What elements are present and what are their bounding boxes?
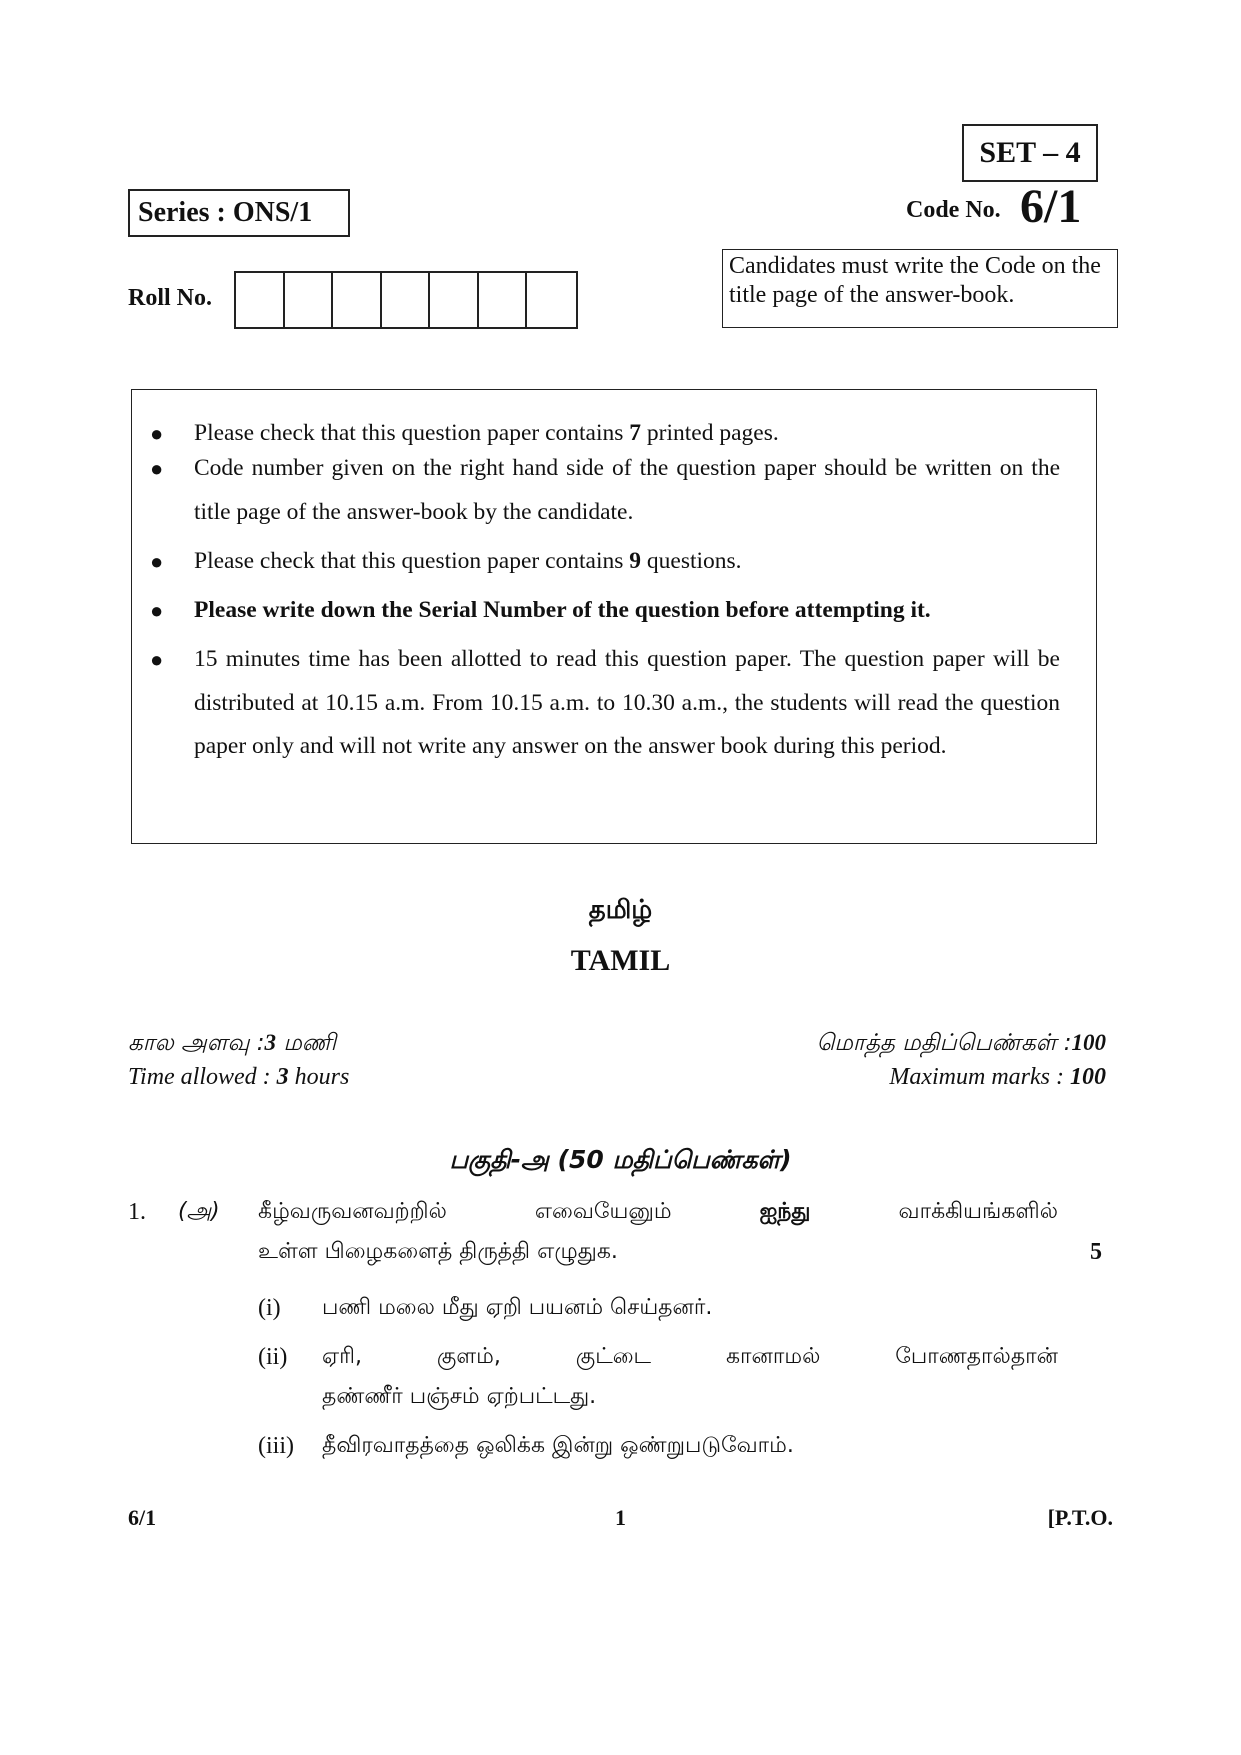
bullet-icon: ● — [150, 421, 164, 446]
bullet-icon: ● — [150, 598, 164, 623]
roll-cell[interactable] — [382, 273, 431, 327]
subitem-number: (i) — [258, 1295, 281, 1321]
roll-cell[interactable] — [479, 273, 528, 327]
roll-cell[interactable] — [430, 273, 479, 327]
roll-cell[interactable] — [527, 273, 576, 327]
time-allowed-english: Time allowed : 3 hours — [128, 1064, 350, 1090]
bullet-icon: ● — [150, 549, 164, 574]
series-label: Series : ONS/1 — [128, 189, 350, 237]
code-note: Candidates must write the Code on the title page of the answer-book. — [722, 249, 1118, 328]
roll-label: Roll No. — [128, 285, 212, 311]
roll-cell[interactable] — [333, 273, 382, 327]
subitem-number: (iii) — [258, 1433, 294, 1459]
section-heading: பகுதி-அ (50 மதிப்பெண்கள்) — [449, 1145, 792, 1174]
instruction-item: ● Please check that this question paper contains 7 printed pages. — [194, 412, 1060, 456]
pto-label: [P.T.O. — [1047, 1505, 1113, 1530]
bullet-icon: ● — [150, 647, 164, 672]
subject-title-tamil: தமிழ் — [588, 895, 653, 925]
question-text-line: உள்ள பிழைகளைத் திருத்தி எழுதுக. — [258, 1239, 618, 1264]
subitem-number: (ii) — [258, 1344, 288, 1370]
page-number: 1 — [615, 1505, 626, 1530]
subject-title-english: TAMIL — [570, 944, 671, 977]
footer-code: 6/1 — [128, 1505, 157, 1530]
time-allowed-tamil: கால அளவு :3 மணி — [128, 1030, 337, 1056]
code-label: Code No. — [906, 197, 1001, 223]
bullet-icon: ● — [150, 456, 164, 481]
max-marks-tamil: மொத்த மதிப்பெண்கள் :100 — [816, 1030, 1106, 1056]
roll-cell[interactable] — [285, 273, 334, 327]
subitem-text: தண்ணீர் பஞ்சம் ஏற்பட்டது. — [322, 1384, 597, 1409]
instruction-item: ● Please write down the Serial Number of the question before attempting it. — [194, 589, 1060, 633]
roll-cell[interactable] — [236, 273, 285, 327]
instruction-item: ● 15 minutes time has been allotted to read this question paper. The question paper will be distributed at 10.15 a.m. From 10.15 a.m. to 10.30 a.m., the students will read the question paper only and will not write any answer on the answer book during this period. — [194, 638, 1060, 769]
instruction-item: ● Please check that this question paper contains 9 questions. — [194, 540, 1060, 584]
instruction-item: ● Code number given on the right hand side of the question paper should be written on the title page of the answer-book by the candidate. — [194, 447, 1060, 534]
question-part: (அ) — [178, 1199, 220, 1224]
code-value: 6/1 — [1020, 180, 1082, 233]
question-number: 1. — [128, 1199, 146, 1225]
question-text-line: கீழ்வருவனவற்றில் எவையேனும் ஐந்து வாக்கியங்களில் — [258, 1199, 1058, 1224]
question-marks: 5 — [1090, 1239, 1102, 1265]
subitem-text: பணி மலை மீது ஏறி பயனம் செய்தனர். — [322, 1295, 713, 1320]
subitem-text: ஏரி, குளம், குட்டை கானாமல் போணதால்தான் — [322, 1344, 1058, 1369]
subitem-text: தீவிரவாதத்தை ஒலிக்க இன்று ஒண்றுபடுவோம். — [322, 1433, 794, 1458]
set-label: SET – 4 — [962, 124, 1098, 182]
max-marks-english: Maximum marks : 100 — [889, 1064, 1106, 1090]
instructions-box — [131, 389, 1097, 844]
roll-number-grid — [234, 271, 578, 329]
